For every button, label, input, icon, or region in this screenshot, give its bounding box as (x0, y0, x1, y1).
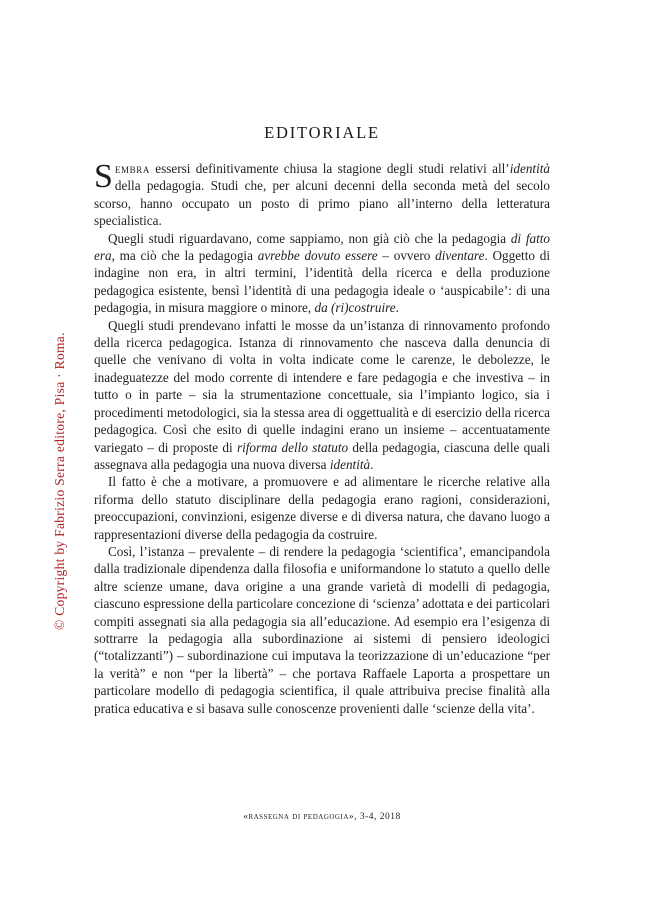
paragraph-text: Il fatto è che a motivare, a promuovere e ad alimentare le ricerche relative alla riforma dello statuto disciplinare della pedagogia erano ragioni, considerazioni, preoccupazioni, convinzioni, esigenze diverse e di diversa natura, che davano luogo a rappresentazioni diverse della pedagogia da costruire. (94, 474, 550, 542)
paragraph-3 (94, 317, 550, 474)
page-title: EDITORIALE (264, 123, 380, 142)
paragraph-text: Così, l’istanza – prevalente – di rendere la pedagogia ‘scientifica’, emancipandola dalla tradizionale dipendenza dalla filosofia e uniformandone lo statuto a quello delle altre scienze umane, dava origine a una grande varietà di modelli di pedagogia, ciascuno espressione della particolare concezione di ‘scienza’ adottata e dei particolari compiti assegnati sia alla pedagogia sia all’educazione. Ad esempio era l’esigenza di sottrarre la pedagogia alla subordinazione ai sistemi di pensiero ideologici (“totalizzanti”) – subordinazione cui imputava la teorizzazione di un’educazione “per la verità” e non “per la libertà” – che portava Raffaele Laporta a prospettare un particolare modello di pedagogia scientifica, il quale attribuiva precise finalità alla pratica educativa e si basava sulle conoscenze provenienti dalle ‘scienze della vita’. (94, 543, 550, 716)
paragraph-text: . Oggetto di indagine non era, in altri termini, l’identità della ricerca e della produzione pedagogica esistente, bensì l’identità di una pedagogia ideale o ‘auspicabile’: di una pedagogia, in misura maggiore o minore, (94, 248, 550, 316)
lead-smallcaps: embra (114, 161, 150, 176)
paragraph-text: . (395, 300, 399, 316)
paragraph-text: , ma ciò che la pedagogia (111, 248, 258, 264)
paragraph-1 (94, 160, 550, 230)
paragraph-text: della pedagogia. Studi che, per alcuni decenni della seconda metà del secolo scorso, hanno occupato un posto di primo piano all’interno della letteratura specialistica. (94, 178, 550, 229)
paragraph-italic: diventare (435, 248, 485, 264)
article-body (94, 160, 550, 717)
paragraph-text: Quegli studi riguardavano, come sappiamo, non già ciò che la pedagogia (108, 230, 511, 246)
paragraph-italic: avrebbe dovuto essere (257, 248, 378, 264)
paragraph-italic: identità (509, 161, 550, 176)
paragraph-2 (94, 230, 550, 317)
drop-cap: S (94, 158, 113, 195)
paragraph-italic: identità (329, 456, 371, 472)
paragraph-5 (94, 543, 550, 717)
paragraph-italic: da (ri)costruire (314, 300, 396, 316)
paragraph-italic: riforma dello statuto (236, 439, 349, 455)
paragraph-text: – ovvero (377, 248, 436, 264)
paragraph-text: Quegli studi prendevano infatti le mosse da un’istanza di rinnovamento profondo della ricerca pedagogica. Istanza di rinnovamento che nasceva dalla denuncia di quelle che venivano di volta in volta indicate come le carenze, le debolezze, le inadeguatezze del modo corrente di intendere e fare pedagogia e che investiva – in tutto o in parte – sia la strumentazione concettuale, sia l’impianto logico, sia i procedimenti metodologici, sia la stessa area di oggettualità e di esercizio della ricerca pedagogica. Così che esito di quelle indagini erano un insieme – accentuatamente variegato – di proposte di (94, 317, 550, 455)
paragraph-italic: di fatto era (94, 230, 550, 264)
paragraph-text: della pedagogia, ciascuna delle quali assegnava alla pedagogia una nuova diversa (94, 439, 550, 472)
copyright-text: © Copyright by Fabrizio Serra editore, Pisa · Roma. (52, 332, 67, 630)
paragraph-text: essersi definitivamente chiusa la stagione degli studi relativi all’ (149, 161, 510, 176)
page-footer: «rassegna di pedagogia», 3-4, 2018 (243, 812, 401, 822)
paragraph-4 (94, 473, 550, 543)
paragraph-text: . (370, 456, 374, 472)
